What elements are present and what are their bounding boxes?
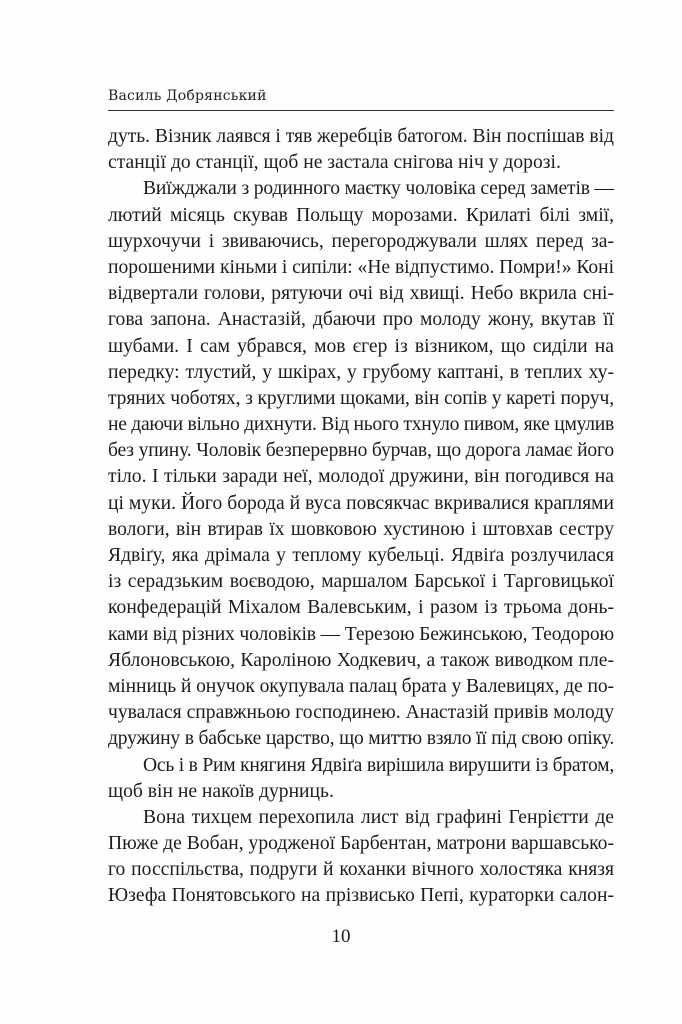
text-line: станції до станції, щоб не застала снігова ніч у дорозі. <box>108 152 561 174</box>
text-line: дуть. Візник лаявся і тяв жеребців батогом. Він поспішав від <box>108 126 614 147</box>
text-line: щоб він не накоїв дурниць. <box>108 780 334 802</box>
text-line: передку: тлустий, у шкірах, у грубому каптані, в теплих ху- <box>108 361 614 383</box>
text-line: тіло. І тільки заради неї, молодої дружини, він погодився на <box>108 466 614 488</box>
running-head-author: Василь Добрянський <box>108 88 267 104</box>
text-line: Ось і в Рим княгиня Ядвіґа вирішила вирушити із братом, <box>143 754 614 776</box>
page-number: 10 <box>331 926 351 947</box>
text-line: Юзефа Понятовського на прізвисько Пепі, кураторки салон- <box>108 885 614 907</box>
text-line: конфедерацій Міхалом Валевським, і разом із трьома донь- <box>108 597 614 619</box>
text-line: ці муки. Його борода й вуса повсякчас вкривалися краплями <box>108 492 614 514</box>
text-line: порошеними кіньми і сипіли: «Не відпустимо. Помри!» Коні <box>108 256 614 278</box>
text-line: дружину в бабське царство, що миттю взяло її під свою опіку. <box>108 728 615 750</box>
header-rule <box>108 110 614 111</box>
text-line: із серадзьким воєводою, маршалом Барської і Тарговицької <box>108 571 614 593</box>
text-line: мінниць й онучок окупувала палац брата у Валевицях, де по- <box>108 675 614 697</box>
text-line: Яблоновською, Кароліною Ходкевич, а також виводком пле- <box>108 649 614 671</box>
text-line: го посспільства, подруги й коханки вічного холостяка князя <box>108 859 614 881</box>
text-line: чувалася справжньою господинею. Анастазій привів молоду <box>108 702 614 724</box>
text-line: лютий місяць скував Польщу морозами. Крилаті білі змії, <box>108 204 614 226</box>
text-line: шубами. І сам убрався, мов єгер із візником, що сиділи на <box>108 335 614 357</box>
text-line: Виїжджали з родинного маєтку чоловіка серед заметів — <box>143 178 614 200</box>
text-line: відвертали голови, рятуючи очі від хвищі. Небо вкрила сні- <box>108 283 614 305</box>
text-line: тряних чоботях, з круглими щоками, він сопів у кареті поруч, <box>108 387 614 409</box>
text-line: без упину. Чоловік безперервно бурчав, що дорога ламає його <box>108 440 614 462</box>
text-line: Ядвіґу, яка дрімала у теплому кубельці. Ядвіґа розлучилася <box>108 545 614 566</box>
text-line: шурхочучи і звиваючись, перегороджували шлях перед за- <box>108 230 614 252</box>
text-line: вологи, він втирав їх шовковою хустиною і штовхав сестру <box>108 518 614 540</box>
text-line: не даючи вільно дихнути. Від нього тхнуло пивом, яке цмулив <box>108 414 614 436</box>
text-line: Вона тихцем перехопила лист від графині Генрієтти де <box>143 806 614 828</box>
text-line: гова запона. Анастазій, дбаючи про молоду жону, вкутав її <box>108 309 614 331</box>
text-line: Пюже де Вобан, уродженої Барбентан, матрони варшавсько- <box>108 833 614 855</box>
body-text <box>108 124 614 910</box>
text-line: ками від різних чоловіків — Терезою Бежинською, Теодорою <box>108 623 614 645</box>
